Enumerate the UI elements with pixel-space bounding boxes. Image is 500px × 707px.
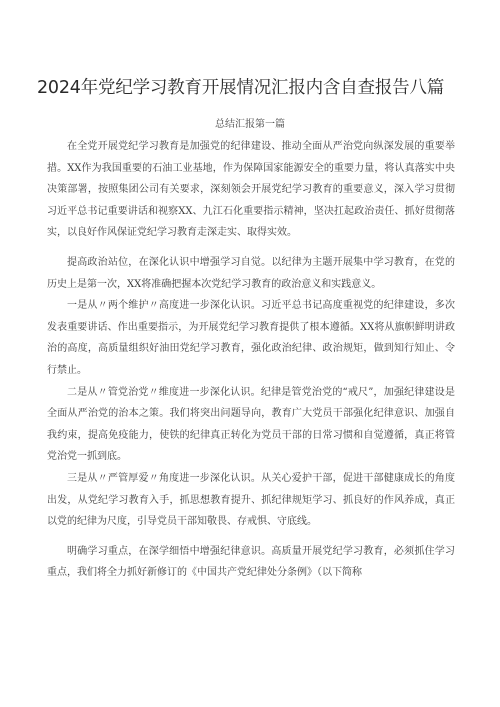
section-heading: 总结汇报第一篇 [215, 119, 285, 130]
paragraph-intro: 在全党开展党纪学习教育是加强党的纪律建设、推动全面从严治党向纵深发展的重要举措。XX作为我国重要的石油工业基地，作为保障国家能源安全的重要力量，将认真落实中央决策部署，按照集团公司有关要求，深刻领会开展党纪学习教育的重要意义，深入学习贯彻习近平总书记重要讲话和视察XX、九江石化重要指示精神，坚决扛起政治责任、抓好贯彻落实，以良好作风保证党纪学习教育走深走实、取得实效。 [47, 141, 455, 239]
paragraph-point-two: 二是从〃管党治党〃维度进一步深化认识。纪律是管党治党的“戒尺”，加强纪律建设是全面从严治党的治本之策。我们将突出问题导向，教育广大党员干部强化纪律意识、加强自我约束，提高免疫能力，使铁的纪律真正转化为党员干部的日常习惯和自觉遵循，真正将管党治党一抓到底。 [47, 386, 455, 463]
document-title: 2024年党纪学习教育开展情况汇报内含自查报告八篇 [37, 78, 445, 98]
paragraph-point-three: 三是从〃严管厚爱〃角度进一步深化认识。从关心爱护干部，促进干部健康成长的角度出发，从党纪学习教育入手，抓思想教育提升、抓纪律规矩学习、抓良好的作风养成，真正以党的纪律为尺度，引导党员干部知敬畏、存戒惧、守底线。 [47, 472, 455, 528]
paragraph-study-focus: 明确学习重点，在深学细悟中增强纪律意识。高质量开展党纪学习教育，必须抓住学习重点，我们将全力抓好新修订的《中国共产党纪律处分条例》（以下简称 [47, 545, 455, 579]
paragraph-point-one: 一是从〃两个维护〃高度进一步深化认识。习近平总书记高度重视党的纪律建设，多次发表重要讲话、作出重要指示，为开展党纪学习教育提供了根本遵循。XX将从旗帜鲜明讲政治的高度，高质量组织好油田党纪学习教育，强化政治纪律、政治规矩，做到知行知止、令行禁止。 [47, 300, 455, 376]
paragraph-political-stance: 提高政治站位，在深化认识中增强学习自觉。以纪律为主题开展集中学习教育，在党的历史上是第一次，XX将准确把握本次党纪学习教育的政治意义和实践意义。 [47, 256, 455, 290]
document-body [47, 136, 455, 584]
